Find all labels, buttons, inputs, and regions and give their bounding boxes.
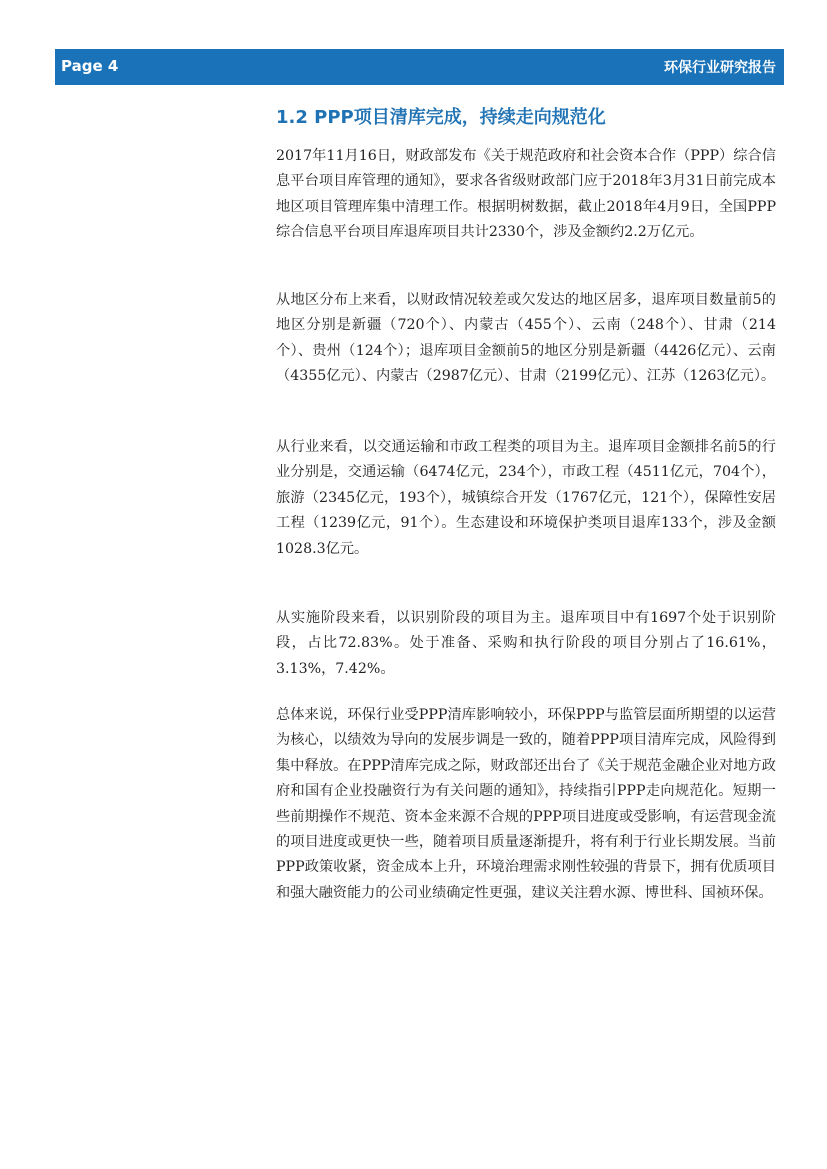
paragraph-summary: 总体来说，环保行业受PPP清库影响较小，环保PPP与监管层面所期望的以运营为核心，以绩效为导向的发展步调是一致的，随着PPP项目清库完成，风险得到集中释放。在PPP清库完成之际，财政部还出台了《关于规范金融企业对地方政府和国有企业投融资行为有关问题的通知》，持续指引PPP走向规范化。短期一些前期操作不规范、资本金来源不合规的PPP项目进度或受影响，有运营现金流的项目进度或更快一些，随着项目质量逐渐提升，将有利于行业长期发展。当前PPP政策收紧，资金成本上升，环境治理需求刚性较强的背景下，拥有优质项目和强大融资能力的公司业绩确定性更强，建议关注碧水源、博世科、国祯环保。	[276, 707, 776, 901]
paragraph-implementation-stage: 从实施阶段来看，以识别阶段的项目为主。退库项目中有1697个处于识别阶段，占比72.83%。处于准备、采购和执行阶段的项目分别占了16.61%，3.13%，7.42%。	[276, 610, 776, 677]
page-header-bar	[55, 49, 784, 85]
section-heading: 1.2 PPP项目清库完成，持续走向规范化	[276, 107, 606, 128]
paragraph-industry-breakdown: 从行业来看，以交通运输和市政工程类的项目为主。退库项目金额排名前5的行业分别是，交通运输（6474亿元，234个），市政工程（4511亿元，704个），旅游（2345亿元，193个），城镇综合开发（1767亿元，121个），保障性安居工程（1239亿元，91个）。生态建设和环境保护类项目退库133个，涉及金额1028.3亿元。	[276, 439, 776, 557]
page-number-label: Page 4	[61, 57, 119, 75]
paragraph-clearing-notice: 2017年11月16日，财政部发布《关于规范政府和社会资本合作（PPP）综合信息平台项目库管理的通知》，要求各省级财政部门应于2018年3月31日前完成本地区项目管理库集中清理工作。根据明树数据，截止2018年4月9日，全国PPP综合信息平台项目库退库项目共计2330个，涉及金额约2.2万亿元。	[276, 148, 776, 241]
report-title: 环保行业研究报告	[664, 60, 776, 76]
paragraph-regional-distribution: 从地区分布上来看，以财政情况较差或欠发达的地区居多，退库项目数量前5的地区分别是新疆（720个）、内蒙古（455个）、云南（248个）、甘肃（214个）、贵州（124个）；退库项目金额前5的地区分别是新疆（4426亿元）、云南（4355亿元）、内蒙古（2987亿元）、甘肃（2199亿元）、江苏（1263亿元）。	[276, 292, 776, 385]
